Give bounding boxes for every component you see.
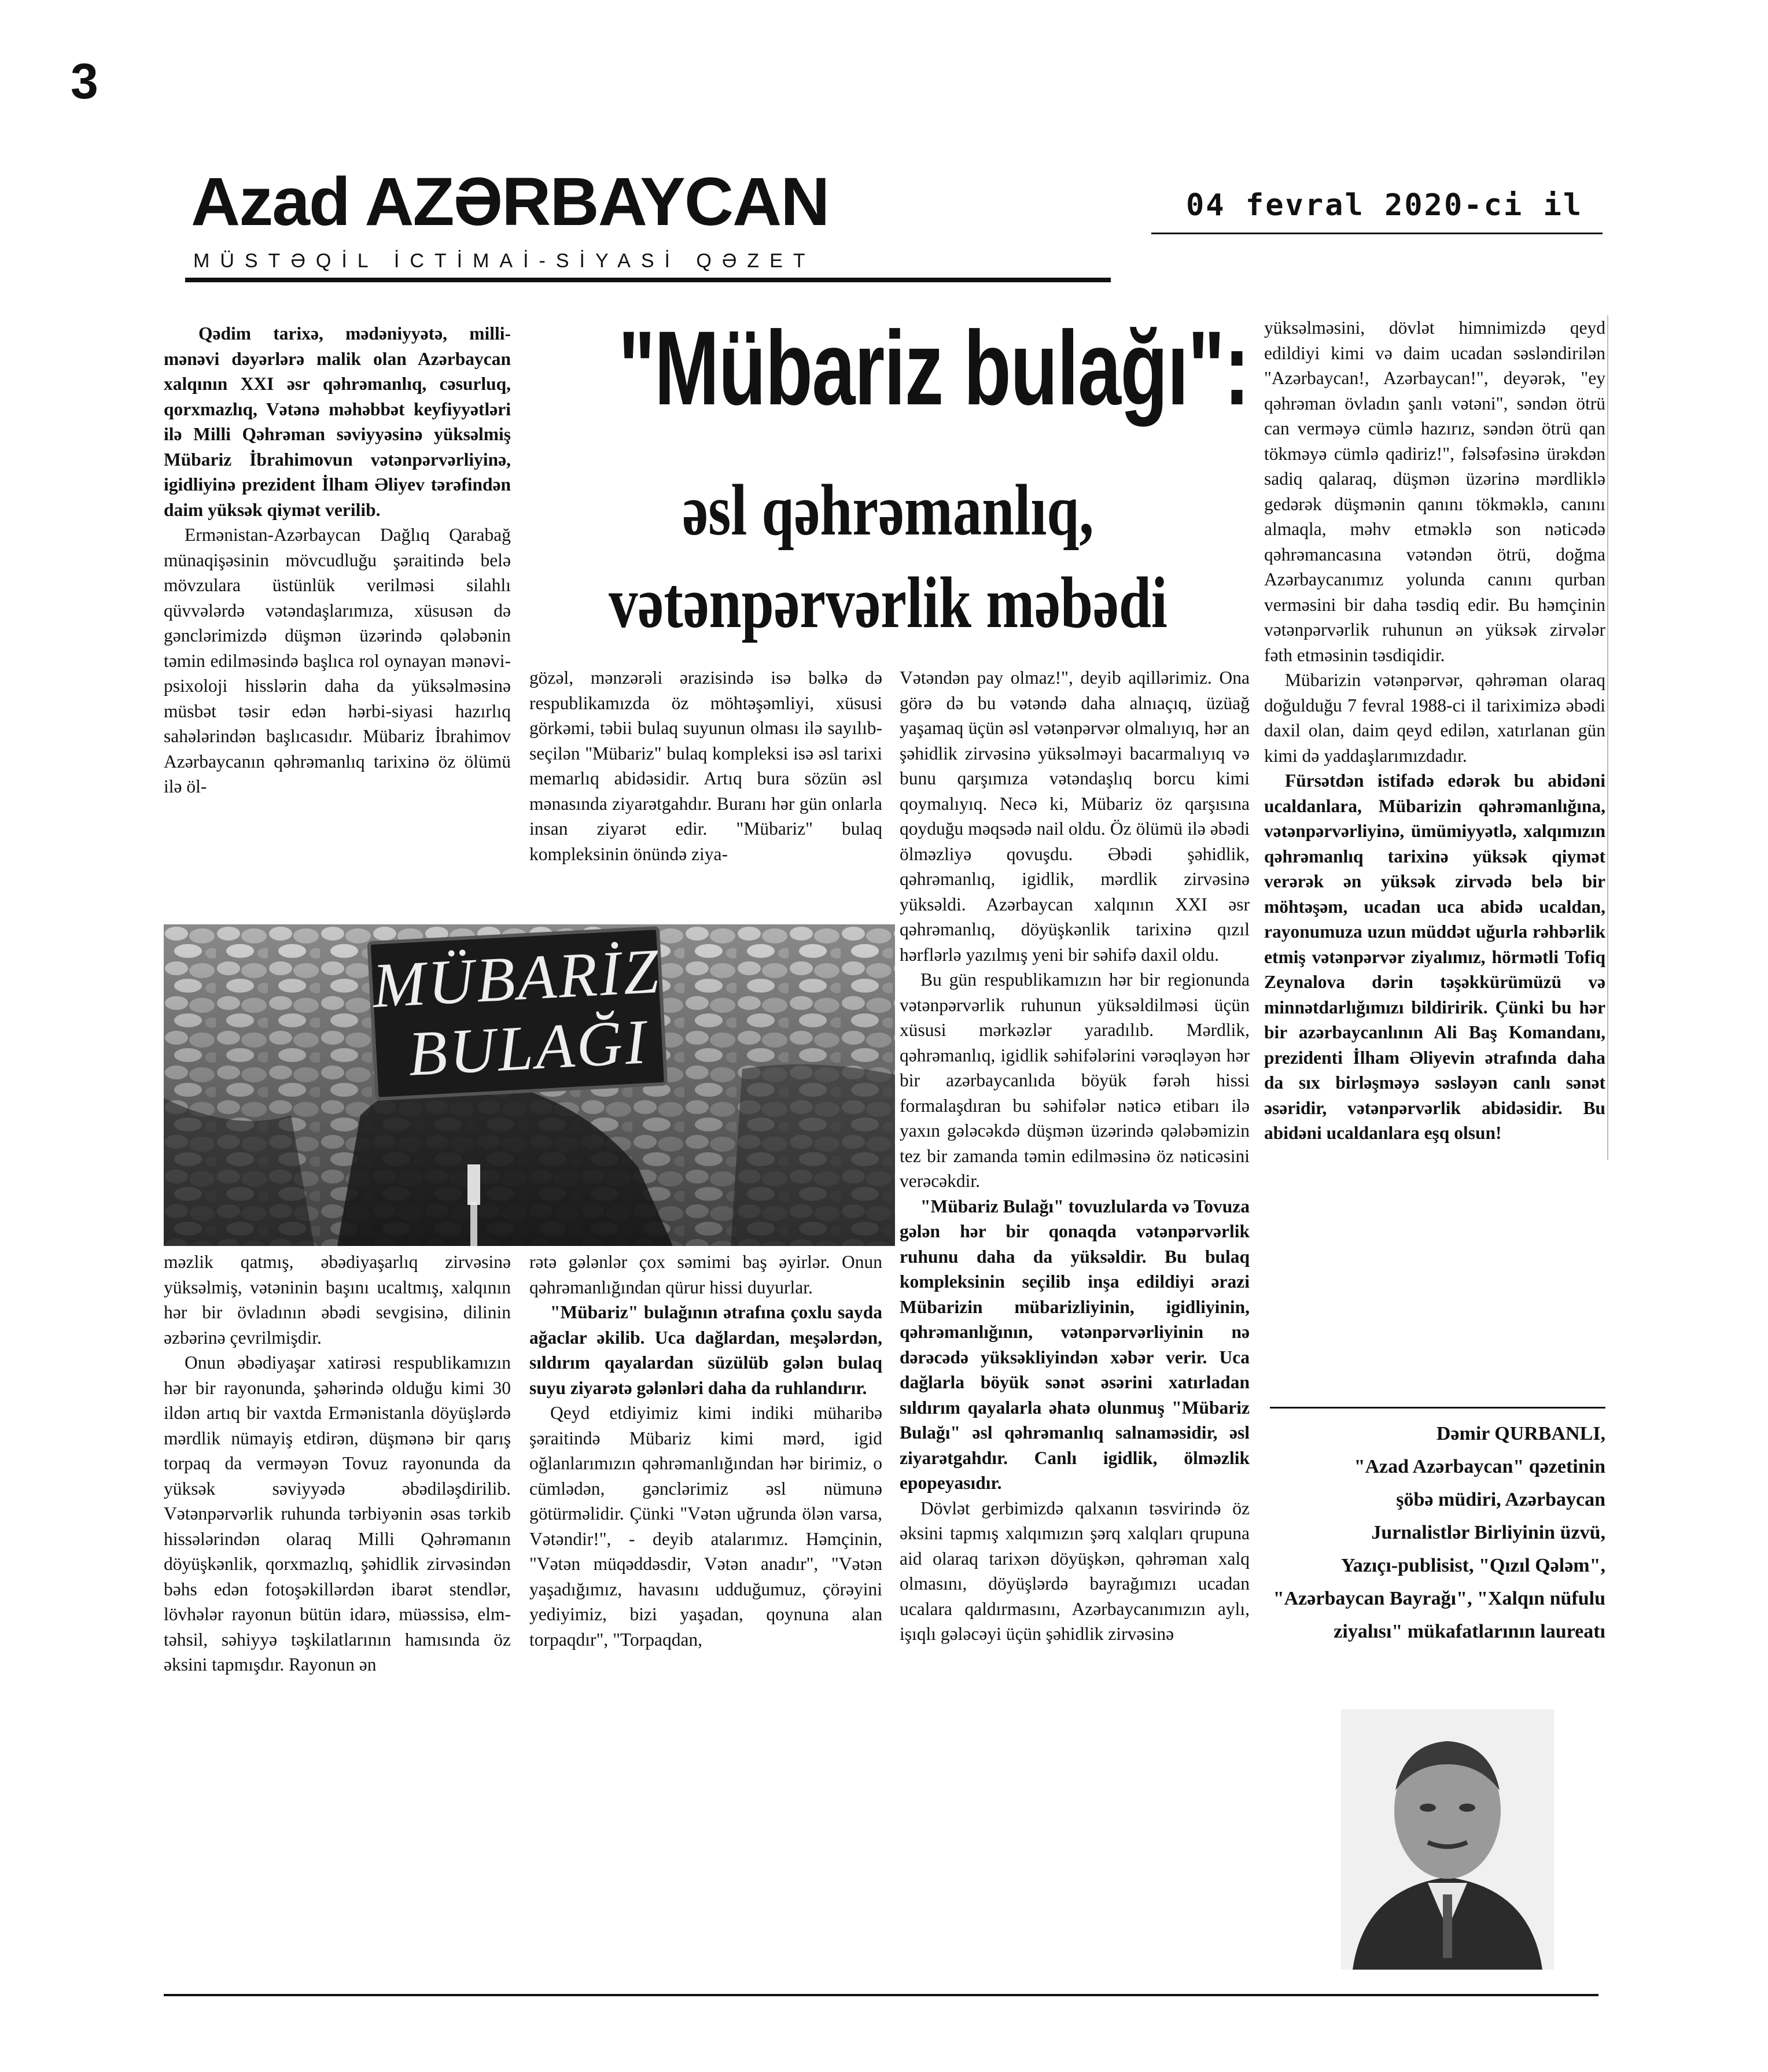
page-bottom-rule <box>164 1994 1598 1996</box>
author-title-line: şöbə müdiri, Azərbaycan <box>1396 1489 1605 1510</box>
newspaper-masthead: Azad AZƏRBAYCAN <box>191 164 829 240</box>
mubariz-spring-photo <box>164 924 895 1246</box>
author-title-line: "Azad Azərbaycan" qəzetinin <box>1354 1456 1605 1477</box>
column-divider <box>1607 315 1608 1160</box>
article-paragraph: Dövlət gerbimizdə qalxanın təsvirində öz əksini tapmış xalqımızın şərq xalqları qrupuna aid olaraq tarixən döyüşkən, qəhrəman xalq olmasını, döyüşlərdə bayrağımızı ucadan ucalara qaldırmasını, Azərbaycanımızın aylı, işıqlı gələcəyi üçün şəhidlik zirvəsinə <box>900 1498 1250 1644</box>
lead-paragraph: Qədim tarixə, mədəniyyətə, milli-mənəvi dəyərlərə malik olan Azərbaycan xalqının XXI əsr qəhrəmanlıq, cəsurluq, qorxmazlıq, Vətənə məhəbbət keyfiyyətləri ilə Milli Qəhrəman səviyyəsinə yüksəlmiş Mübariz İbrahimovun vətənpərvərliyinə, igidliyinə prezident İlham Əliyev tərəfindən daim yüksək qiymət verilib. <box>164 323 511 520</box>
article-paragraph: Qeyd etdiyimiz kimi indiki müharibə şəraitində Mübariz kimi mərd, igid oğlanlarımızın qəhrəmanlığından hər birimiz, o cümlədən, gənclərimiz əsl nümunə götürməlidir. Çünki "Vətən uğrunda ölən varsa, Vətəndir!", - deyib atalarımız. Həmçinin, "Vətən müqəddəsdir, Vətən anadır", "Vətən yaşadığımız, havasını udduğumuz, çörəyini yediyimiz, bizi yaşadan, qoynuna alan torpaqdır", "Torpaqdan, <box>529 1403 882 1650</box>
column-2-bottom <box>529 1249 882 1993</box>
article-paragraph: Mübarizin vətənpərvər, qəhrəman olaraq doğulduğu 7 fevral 1988-ci il tariximizə əbədi daxil olan, daim qeyd edilən, xatırlanan gün kimi də yaddaşlarımızdadır. <box>1264 670 1605 766</box>
date-rule <box>1151 233 1603 234</box>
article-paragraph: Onun əbədiyaşar xatirəsi respublikamızın hər bir rayonunda, şəhərində olduğu kimi 30 ildən artıq bir vaxtda Ermənistanla döyüşlərdə mərdlik nümayiş etdirən, düşmənə bir qarış torpaq da verməyən Tovuz rayonunda da yüksək səviyyədə əbədiləşdirilib. Vətənpərvərlik ruhunda tərbiyənin əsas tərkib hissələrindən olaraq Milli Qəhrəmanın döyüşkənlik, qorxmazlıq, şəhidlik zirvəsindən bəhs edən fotoşəkillərdən ibarət stendlər, lövhələr rayonun bütün idarə, müəssisə, elm-təhsil, səhiyyə təşkilatlarının hamısında öz əksini tapmışdır. Rayonun ən <box>164 1352 511 1675</box>
article-paragraph: yüksəlməsini, dövlət himnimizdə qeyd edildiyi kimi və daim ucadan səsləndirilən "Azərbaycan!, Azərbaycan!", deyərək, "ey qəhrəman övladın şanlı vətəni", səndən ötrü can verməyə cümlə hazırız, səndən ötrü qan tökməyə cümlə qadiriz!", fəlsəfəsinə ürəkdən sadiq qalaraq, düşmən üzərinə mərdliklə gedərək düşmənin qanını tökməklə, canını almaqla, məhv etməklə son nəticədə qəhrəmancasına vətəndən ötrü, doğma Azərbaycanımız yolunda canını qurban verməsini bir daha təsdiq edir. Bu həmçinin vətənpərvərlik ruhunun ən yüksək zirvələr fəth etməsinin təsdiqidir. <box>1264 318 1605 665</box>
headline-title: "Mübariz bulağı": <box>618 309 1249 427</box>
photo-sign-line-1: MÜBARİZ <box>370 935 663 1021</box>
page-number: 3 <box>71 54 98 109</box>
photo-sign-line-2: BULAĞI <box>406 1006 650 1089</box>
article-paragraph-bold: "Mübariz" bulağının ətrafına çoxlu sayda ağaclar əkilib. Uca dağlardan, meşələrdən, sıldırım qayalardan süzülüb gələn bulaq suyu ziyarətə gələnləri daha da ruhlandırır. <box>529 1302 882 1398</box>
article-paragraph: məzlik qatmış, əbədiyaşarlıq zirvəsinə yüksəlmiş, vətəninin başını ucaltmış, xalqının hər bir övladının əbədi sevgisinə, dilinin əzbərinə çevrilmişdir. <box>164 1252 511 1348</box>
author-title-line: "Azərbaycan Bayrağı", "Xalqın nüfulu ziyalısı" mükafatlarının laureatı <box>1273 1588 1605 1642</box>
author-title-line: Yazıçı-publisist, "Qızıl Qələm", <box>1340 1555 1605 1576</box>
column-2-top <box>529 665 882 920</box>
headline-subtitle-2: vətənpərvərlik məbədi <box>609 563 1167 643</box>
column-3 <box>900 665 1250 1993</box>
article-paragraph-bold: Fürsətdən istifadə edərək bu abidəni ucaldanlara, Mübarizin qəhrəmanlığına, vətənpərvərliyinə, ümümiyyətlə, xalqımızın qəhrəmanlıq tarixinə yüksək qiymət verərək ən yüksək zirvədə belə bir möhtəşəm, ucadan uca abidə ucaldan, rayonumuza uzun müddət uğurla rəhbərlik etmiş vətənpərvər ziyalımız, hörmətli Tofiq Zeynalova dərin təşəkkürümüzü və minnətdarlığımızı bildiririk. Çünki bu hər bir azərbaycanlının Ali Baş Komandanı, prezidenti İlham Əliyevin ətrafında daha da sıx birləşməyə səsləyən canlı sənət əsəridir, vətənpərvərlik abidəsidir. Bu abidəni ucaldanlara eşq olsun! <box>1264 770 1605 1143</box>
article-paragraph: rətə gələnlər çox səmimi baş əyirlər. Onun qəhrəmanlığından qürur hissi duyurlar. <box>529 1252 882 1297</box>
article-paragraph: gözəl, mənzərəli ərazisində isə bəlkə də respublikamızda öz möhtəşəmliyi, xüsusi görkəmi, təbii bulaq suyunun olması ilə sayılıb-seçilən "Mübariz" bulaq kompleksi isə əsl tarixi memarlıq abidəsidir. Artıq bura sözün əsl mənasında ziyarətgahdır. Buranı hər gün onlarla insan ziyarət edir. "Mübariz" bulaq kompleksinin önündə ziya- <box>529 668 882 864</box>
signature-rule <box>1270 1407 1605 1409</box>
newspaper-subtitle: MÜSTƏQİL İCTİMAİ-SİYASİ QƏZET <box>193 250 816 272</box>
column-1-bottom <box>164 1249 511 1993</box>
article-paragraph-bold: "Mübariz Bulağı" tovuzlularda və Tovuza gələn hər bir qonaqda vətənpərvərlik ruhunu daha da yüksəldir. Bu bulaq kompleksinin seçilib inşa edildiyi ərazi Mübarizin mübarizliyinin, igidliyinin, qəhrəmanlığının, vətənpərvərliyinin nə dərəcədə yüksəkliyindən xəbər verir. Uca dağlarla böyük sənət əsərini xatırladan sıldırım qayalarla əhatə olunmuş "Mübariz Bulağı" əsl qəhrəmanlıq salnaməsidir, əsl ziyarətgahdır. Canlı igidlik, ölməzlik epopeyasıdır. <box>900 1196 1250 1493</box>
column-4 <box>1264 315 1605 1406</box>
author-portrait <box>1341 1709 1554 1970</box>
column-1-top <box>164 321 511 923</box>
author-title-line: Jurnalistlər Birliyinin üzvü, <box>1371 1522 1605 1543</box>
article-paragraph: Bu gün respublikamızın hər bir regionunda vətənpərvərlik ruhunun yüksəldilməsi üçün xüsusi mərkəzlər yaradılıb. Mərdlik, qəhrəmanlıq, igidlik səhifələrini vərəqləyən hər bir azərbaycanlıda böyük fərəh hissi formalaşdıran bu səhifələr nəticə etibarı ilə yaxın gələcəkdə düşmən üzərində qələbəmizin tez bir zamanda təmin edilməsinə öz nəticəsini verəcəkdir. <box>900 969 1250 1191</box>
masthead-rule <box>185 278 1111 282</box>
author-signature <box>1264 1417 1605 1706</box>
article-paragraph: Vətəndən pay olmaz!", deyib aqillərimiz. Ona görə də bu vətəndə daha alnıaçıq, üzüağ yaşamaq üçün əsl vətənpərvər olmalıyıq, hər an şəhidlik zirvəsinə yüksəlməyi bacarmalıyıq və bunu qarşımıza vətəndaşlıq borcu kimi qoymalıyıq. Necə ki, Mübariz öz qarşısına qoyduğu məqsədə nail oldu. Öz ölümü ilə əbədi ölməzliyə qovuşdu. Əbədi şəhidlik, qəhrəmanlıq, igidlik, mərdlik zirvəsinə yüksəldi. Azərbaycan xalqının XXI əsr qəhrəmanlıq, döyüşkənlik tarixinə qızıl hərflərlə yazılmış yeni bir səhifə daxil oldu. <box>900 668 1250 965</box>
author-name: Dəmir QURBANLI, <box>1436 1423 1605 1444</box>
headline-subtitle-1: əsl qəhrəmanlıq, <box>682 470 1094 551</box>
article-paragraph: Ermənistan-Azərbaycan Dağlıq Qarabağ münaqişəsinin mövcudluğu şəraitində belə mövzulara üstünlük verilməsi silahlı qüvvələrdə vətəndaşlarımıza, xüsusən də gənclərimizdə düşmən üzərində qələbənin təmin edilməsində başlıca rol oynayan mənəvi-psixoloji hisslərin daha da yüksəlməsinə müsbət təsir edən hərbi-siyasi hazırlıq sahələrindən başlıcasıdır. Mübariz İbrahimov Azərbaycanın qəhrəmanlıq tarixinə öz ölümü ilə öl- <box>164 525 511 797</box>
issue-date: 04 fevral 2020-ci il <box>1186 188 1583 223</box>
author-portrait-image <box>1341 1709 1554 1970</box>
